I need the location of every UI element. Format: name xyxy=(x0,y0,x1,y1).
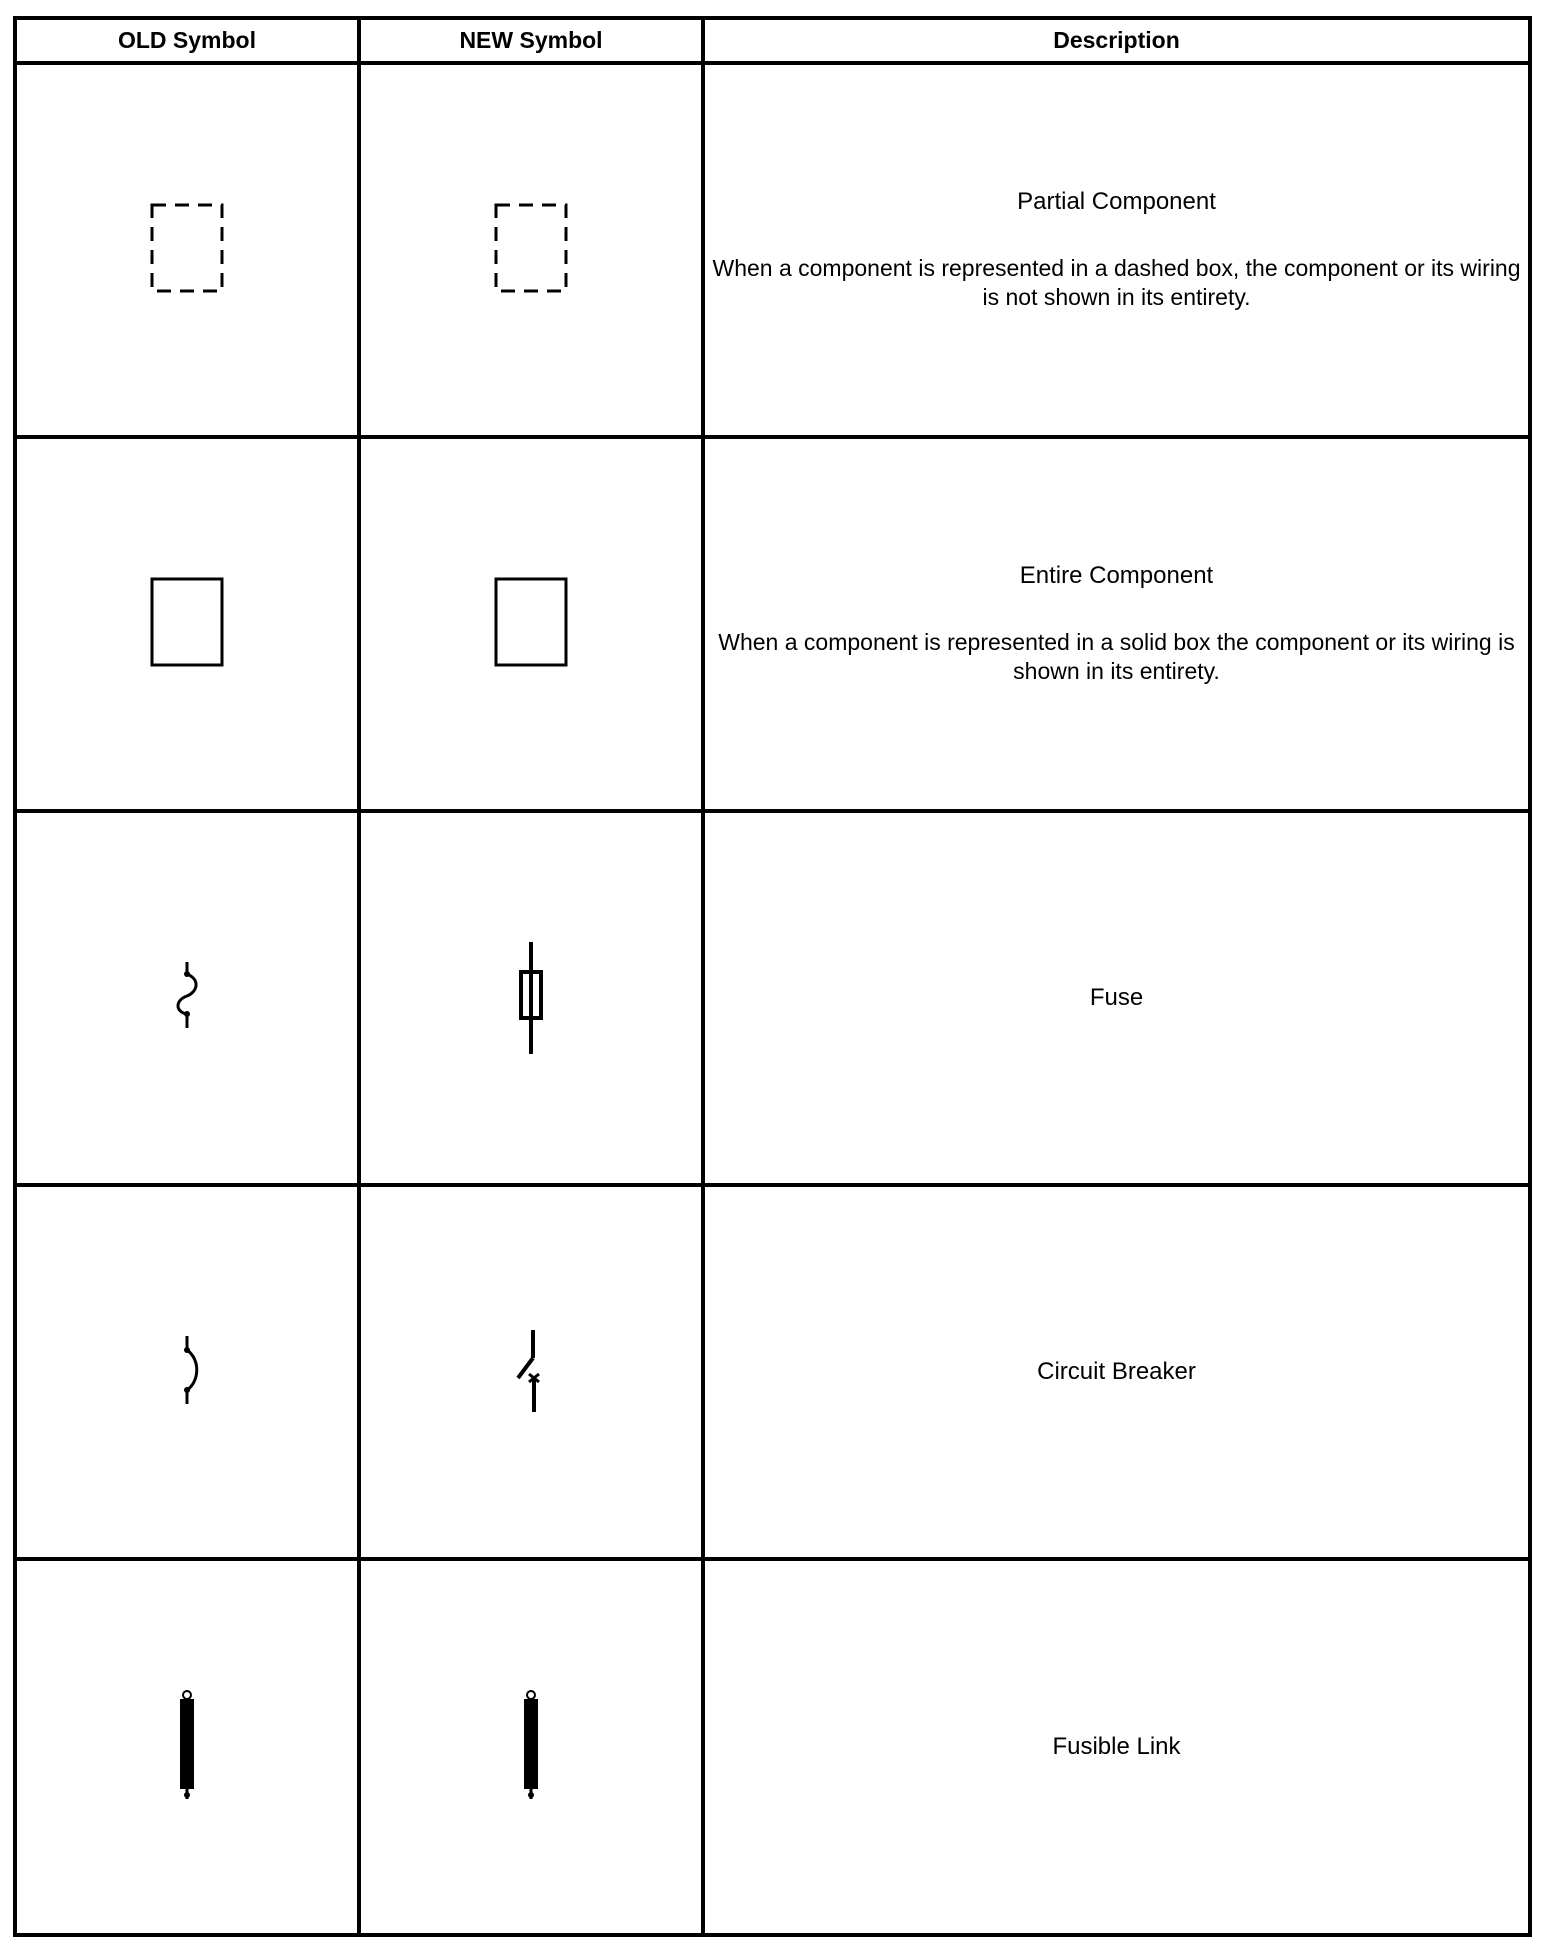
description-cell xyxy=(705,1561,1528,1933)
old-symbol-cell xyxy=(17,439,361,809)
new-fuse-icon xyxy=(511,938,551,1058)
row-description: When a component is represented in a dashed box, the component or its wiring is not shown in its entirety. xyxy=(712,255,1521,310)
header-description: Description xyxy=(1053,27,1180,53)
solid-box-icon xyxy=(147,574,227,674)
description-cell xyxy=(705,813,1528,1183)
table-row xyxy=(17,439,1528,809)
new-fusible-link-icon xyxy=(511,1687,551,1807)
symbol-table xyxy=(13,16,1532,1937)
row-title: Partial Component xyxy=(1017,188,1216,215)
table-row xyxy=(17,1561,1528,1933)
table-row xyxy=(17,813,1528,1183)
header-new-symbol: NEW Symbol xyxy=(361,20,705,61)
solid-box-icon xyxy=(491,574,571,674)
old-circuit-breaker-icon xyxy=(167,1332,207,1412)
new-symbol-cell xyxy=(361,813,705,1183)
table-row xyxy=(17,1187,1528,1557)
old-symbol-cell xyxy=(17,1187,361,1557)
old-symbol-cell xyxy=(17,65,361,435)
row-title: Circuit Breaker xyxy=(1037,1358,1196,1385)
row-title: Entire Component xyxy=(1019,562,1214,589)
old-symbol-cell xyxy=(17,813,361,1183)
old-fusible-link-icon xyxy=(167,1687,207,1807)
description-cell xyxy=(705,65,1528,435)
table-header-row xyxy=(17,20,1528,61)
row-title: Fuse xyxy=(1089,984,1144,1011)
new-symbol-cell xyxy=(361,439,705,809)
new-symbol-cell xyxy=(361,1561,705,1933)
new-symbol-cell xyxy=(361,1187,705,1557)
new-symbol-cell xyxy=(361,65,705,435)
description-cell xyxy=(705,1187,1528,1557)
row-description: When a component is represented in a solid box the component or its wiring is shown in its entirety. xyxy=(718,629,1515,684)
dashed-box-icon xyxy=(147,200,227,300)
old-symbol-cell xyxy=(17,1561,361,1933)
header-old-symbol: OLD Symbol xyxy=(17,20,361,61)
table-row xyxy=(17,65,1528,435)
old-fuse-icon xyxy=(167,958,207,1038)
new-circuit-breaker-icon xyxy=(506,1322,556,1422)
description-cell xyxy=(705,439,1528,809)
row-title: Fusible Link xyxy=(1052,1733,1181,1760)
dashed-box-icon xyxy=(491,200,571,300)
